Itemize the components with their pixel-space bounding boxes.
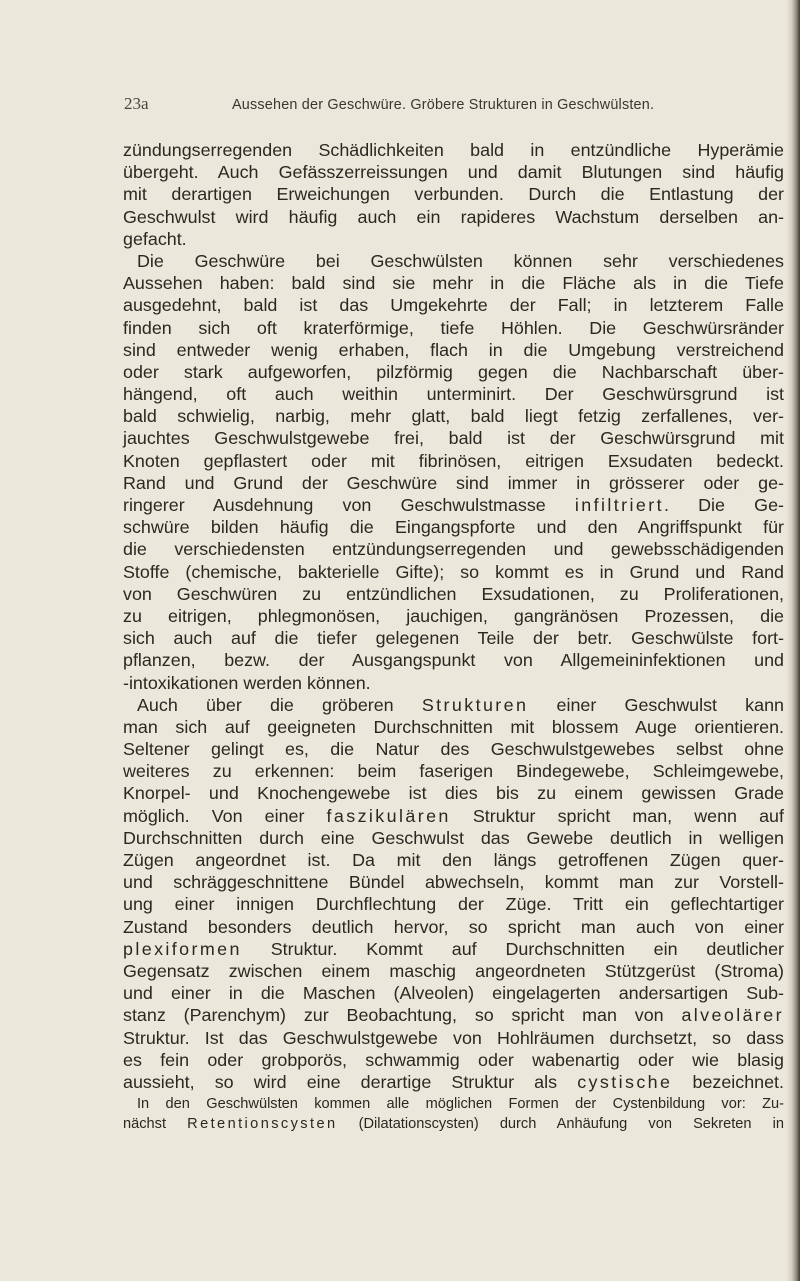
- text-run: -intoxikationen werden können.: [123, 672, 371, 693]
- text-run: Struktur spricht man, wenn auf: [450, 805, 784, 826]
- text-run: aussieht, so wird eine derartige Struktur als: [123, 1071, 578, 1092]
- text-run: man sich auf geeigneten Durchschnitten mit blossem Auge orientieren.: [123, 716, 784, 737]
- emphasized-term: plexiformen: [123, 938, 242, 959]
- text-run: Stoffe (chemische, bakterielle Gifte); so kommt es in Grund und Rand: [123, 561, 784, 582]
- emphasized-term: Strukturen: [421, 694, 529, 715]
- emphasized-term: alveolärer: [681, 1005, 784, 1026]
- text-line: [123, 960, 784, 982]
- text-run: von Geschwüren zu entzündlichen Exsudationen, zu Proliferationen,: [123, 583, 784, 604]
- text-run: und schräggeschnittene Bündel abwechseln, kommt man zur Vorstell-: [123, 872, 784, 893]
- text-run: zu eitrigen, phlegmonösen, jauchigen, gangränösen Prozessen, die: [123, 605, 784, 626]
- body-text: [123, 139, 784, 1134]
- text-run: Aussehen haben: bald sind sie mehr in die Fläche als in die Tiefe: [123, 273, 784, 294]
- emphasized-term: Retentionscysten: [187, 1115, 338, 1132]
- text-run: übergeht. Auch Gefässzerreissungen und damit Blutungen sind häufig: [123, 162, 784, 183]
- text-line: [123, 250, 784, 272]
- text-line: [123, 1049, 784, 1071]
- text-run: die verschiedensten entzündungserregenden und gewebsschädigenden: [123, 539, 784, 560]
- text-run: Rand und Grund der Geschwüre sind immer in grösserer oder ge-: [123, 472, 784, 493]
- text-line: [123, 849, 784, 871]
- text-line: [123, 738, 784, 760]
- text-line: [123, 206, 784, 228]
- text-run: Zustand besonders deutlich hervor, so spricht man auch von einer: [123, 916, 784, 937]
- text-line: [123, 760, 784, 782]
- text-line: [123, 627, 784, 649]
- text-run: mit derartigen Erweichungen verbunden. Durch die Entlastung der: [123, 184, 784, 205]
- text-run: Zügen angeordnet ist. Da mit den längs getroffenen Zügen quer-: [123, 850, 784, 870]
- emphasized-term: cystische: [577, 1071, 673, 1092]
- text-line: [123, 938, 784, 960]
- text-line: [123, 805, 784, 827]
- running-title: Aussehen der Geschwüre. Gröbere Strukturen in Geschwülsten.: [232, 97, 655, 113]
- text-line: [123, 782, 784, 804]
- text-run: Gegensatz zwischen einem maschig angeordneten Stützgerüst (Stroma): [123, 960, 784, 981]
- text-line: [123, 1071, 784, 1093]
- text-run: Struktur. Kommt auf Durchschnitten ein deutlicher: [241, 938, 784, 959]
- text-run: und einer in die Maschen (Alveolen) eingelagerten andersartigen Sub-: [123, 983, 784, 1004]
- footnote-text-line: [123, 1095, 784, 1115]
- text-run: stanz (Parenchym) zur Beobachtung, so spricht man von: [123, 1005, 682, 1026]
- text-run: ringerer Ausdehnung von Geschwulstmasse: [123, 495, 575, 515]
- text-run: Durchschnitten durch eine Geschwulst das Gewebe deutlich in welligen: [123, 827, 784, 848]
- text-run: jauchtes Geschwulstgewebe frei, bald ist der Geschwürsgrund mit: [123, 428, 784, 449]
- text-line: [123, 161, 784, 183]
- emphasized-term: faszikulären: [326, 805, 451, 826]
- text-run: finden sich oft kraterförmige, tiefe Höhlen. Die Geschwürsränder: [123, 317, 784, 338]
- text-run: oder stark aufgeworfen, pilzförmig gegen die Nachbarschaft über-: [123, 361, 784, 382]
- text-line: [123, 294, 784, 316]
- text-line: [123, 694, 784, 716]
- text-run: es fein oder grobporös, schwammig oder wabenartig oder wie blasig: [123, 1049, 784, 1070]
- text-line: [123, 583, 784, 605]
- text-run: sind entweder wenig erhaben, flach in die Umgebung verstreichend: [123, 339, 784, 360]
- text-run: ausgedehnt, bald ist das Umgekehrte der Fall; in letzterem Falle: [123, 295, 784, 316]
- text-line: [123, 649, 784, 671]
- text-line: [123, 183, 784, 205]
- text-line: [123, 494, 784, 516]
- text-line: [123, 272, 784, 294]
- text-line: [123, 450, 784, 472]
- text-run: sich auch auf die tiefer gelegenen Teile der betr. Geschwülste fort-: [123, 628, 784, 649]
- footnote-text-line: [123, 1115, 784, 1135]
- text-line: [123, 383, 784, 405]
- text-line: [123, 228, 784, 250]
- text-run: (Dilatationscysten) durch Anhäufung von Sekreten in: [337, 1115, 784, 1132]
- text-run: Geschwulst wird häufig auch ein rapideres Wachstum derselben an-: [123, 206, 784, 227]
- text-run: einer Geschwulst kann: [528, 694, 784, 715]
- text-line: [123, 405, 784, 427]
- text-run: hängend, oft auch weithin unterminirt. Der Geschwürsgrund ist: [123, 384, 784, 405]
- text-line: [123, 982, 784, 1004]
- text-run: pflanzen, bezw. der Ausgangspunkt von Allgemeininfektionen und: [123, 650, 784, 671]
- text-line: [123, 538, 784, 560]
- text-run: weiteres zu erkennen: beim faserigen Bindegewebe, Schleimgewebe,: [123, 761, 784, 782]
- text-run: schwüre bilden häufig die Eingangspforte und den Angriffspunkt für: [123, 517, 784, 538]
- text-line: [123, 672, 784, 694]
- text-run: zündungserregenden Schädlichkeiten bald in entzündliche Hyperämie: [123, 140, 784, 160]
- text-line: [123, 472, 784, 494]
- text-line: [123, 339, 784, 361]
- text-line: [123, 605, 784, 627]
- emphasized-term: infiltriert: [574, 495, 664, 515]
- text-run: Knoten gepflastert oder mit fibrinösen, eitrigen Exsudaten bedeckt.: [123, 450, 784, 471]
- text-run: gefacht.: [123, 228, 187, 249]
- text-line: [123, 427, 784, 449]
- text-run: nächst: [123, 1115, 188, 1132]
- text-line: [123, 139, 784, 161]
- text-run: Struktur. Ist das Geschwulstgewebe von Hohlräumen durchsetzt, so dass: [123, 1027, 784, 1048]
- page-header: [0, 94, 760, 116]
- text-run: Die Geschwüre bei Geschwülsten können sehr verschiedenes: [137, 250, 784, 271]
- text-run: ung einer innigen Durchflechtung der Züge. Tritt ein geflechtartiger: [123, 894, 784, 915]
- text-run: . Die Ge-: [663, 495, 784, 515]
- text-line: [123, 1004, 784, 1026]
- text-line: [123, 871, 784, 893]
- text-run: möglich. Von einer: [123, 805, 327, 826]
- text-line: [123, 916, 784, 938]
- text-run: Seltener gelingt es, die Natur des Geschwulstgewebes selbst ohne: [123, 739, 784, 760]
- text-run: Knorpel- und Knochengewebe ist dies bis zu einem gewissen Grade: [123, 783, 784, 804]
- text-line: [123, 893, 784, 915]
- text-line: [123, 561, 784, 583]
- text-line: [123, 1027, 784, 1049]
- text-line: [123, 361, 784, 383]
- text-run: bald schwielig, narbig, mehr glatt, bald liegt fetzig zerfallenes, ver-: [123, 406, 784, 427]
- text-line: [123, 716, 784, 738]
- page-number: 23a: [124, 94, 149, 113]
- text-line: [123, 317, 784, 339]
- text-run: bezeichnet.: [672, 1071, 784, 1092]
- text-run: In den Geschwülsten kommen alle möglichen Formen der Cystenbildung vor: Zu-: [137, 1096, 784, 1113]
- text-run: Auch über die gröberen: [137, 694, 422, 715]
- text-line: [123, 827, 784, 849]
- text-line: [123, 516, 784, 538]
- page-edge-shadow: [786, 0, 800, 1281]
